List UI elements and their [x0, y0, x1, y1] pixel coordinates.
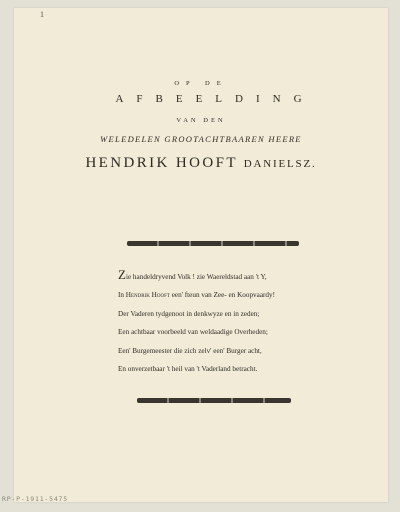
- heading-name: [14, 155, 388, 172]
- poem-line-2-start: In: [118, 291, 126, 300]
- drop-initial: Z: [118, 267, 126, 282]
- poem-line-6: En onverzetbaar 't heil van 't Vaderland betracht.: [118, 365, 258, 374]
- poem-line-3: Der Vaderen tydgenoot in denkwyze en in zeden;: [118, 309, 260, 318]
- poem-line-1-text: ie handeldryvend Volk ! zie Waereldstad aan 't Y,: [125, 273, 267, 281]
- paper-sheet: [14, 8, 388, 502]
- ornamental-divider-top: [127, 241, 299, 246]
- poem-line-2-name: Hendrik Hooft: [125, 291, 170, 300]
- name-suffix: DANIELSZ.: [243, 158, 317, 170]
- collection-stamp: RP-P-1911-5475: [2, 495, 68, 503]
- poem-line-2: [118, 286, 378, 304]
- poem-line-4: Een achtbaar voorbeeld van weldaadige Overheden;: [118, 328, 268, 337]
- poem-line-1: [118, 266, 378, 286]
- ornamental-divider-bottom: [137, 398, 291, 403]
- heading-honorific: WELEDELEN GROOTACHTBAAREN HEERE: [100, 134, 302, 144]
- poem: [118, 266, 378, 378]
- heading-van-den: VAN DEN: [176, 117, 226, 124]
- name-main: HENDRIK HOOFT: [85, 155, 238, 171]
- poem-line-2-end: een' fteun van Zee- en Koopvaardy!: [169, 291, 275, 300]
- heading-afbeelding: AFBEELDING: [115, 93, 315, 105]
- poem-line-5: Een' Burgemeester die zich zelv' een' Burger acht,: [118, 346, 262, 355]
- heading-op-de: OP DE: [174, 80, 228, 87]
- page-number: 1: [40, 10, 44, 19]
